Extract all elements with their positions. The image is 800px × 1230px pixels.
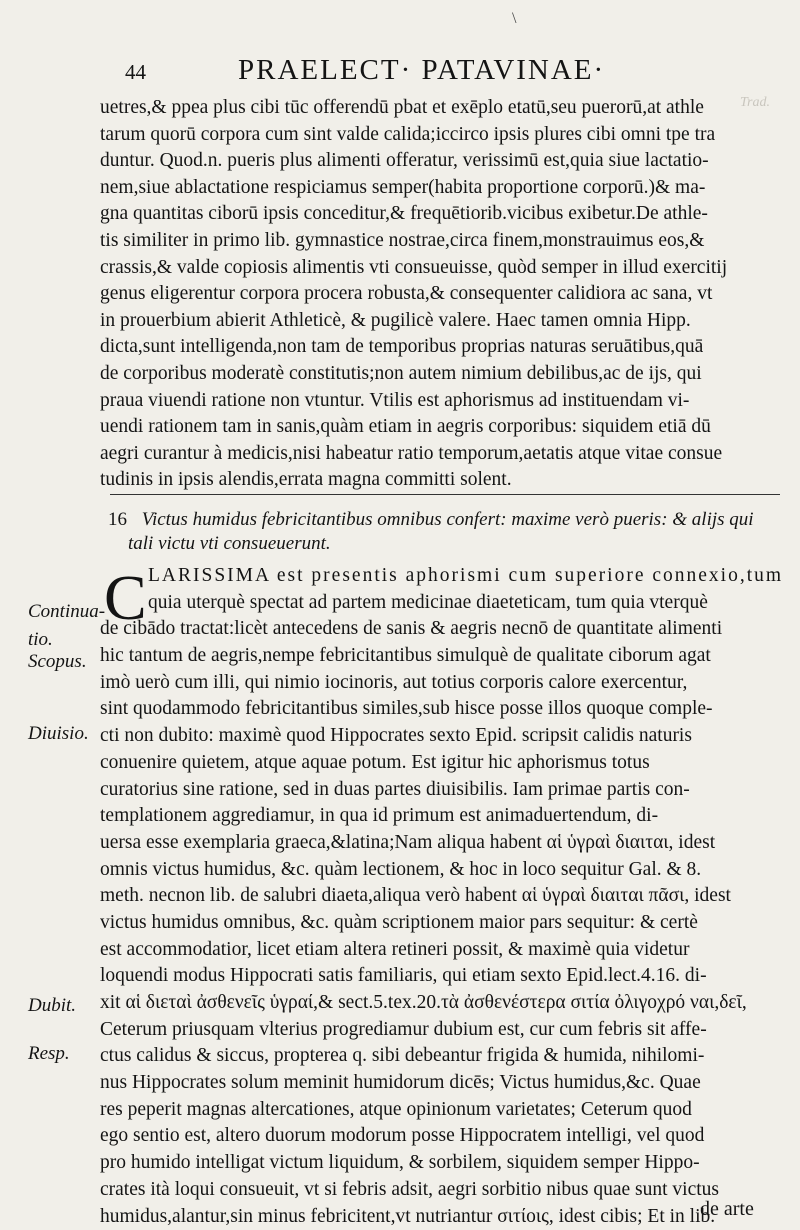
text-line: res peperit magnas altercationes, atque opinionum varietates; Ceterum quod [100, 1098, 692, 1120]
commentary-paragraph [100, 563, 790, 1230]
text-line: dicta,sunt intelligenda,non tam de temporibus proprias naturas seruātibus,quā [100, 336, 704, 358]
text-line: de corporibus moderatè constitutis;non autem nimium debilibus,ac de ijs, qui [100, 362, 702, 384]
text-line: tarum quorū corpora cum sint valde calida;iccirco ipsis plures cibi omni tpe tra [100, 123, 716, 145]
text-line: conuenire quietem, atque aquae potum. Est igitur hic aphorismus totus [100, 751, 650, 773]
text-line: crassis,& valde copiosis alimentis vti consueuisse, quòd semper in illud exercitij [100, 256, 728, 278]
text-line: ego sentio est, altero duorum modorum posse Hippocratem intelligi, vel quod [100, 1125, 705, 1147]
text-line: humidus,alantur,sin minus febricitent,vt nutriantur σιτίοις, idest cibis; Et in lib. [100, 1205, 716, 1227]
margin-note-scopus: Scopus. [28, 651, 87, 672]
aphorism-text-line-1: Victus humidus febricitantibus omnibus confert: maxime verò pueris: & alijs qui [141, 509, 754, 530]
text-line: templationem aggrediamur, in qua id primum est animaduertendum, di- [100, 805, 659, 827]
text-line: ctus calidus & siccus, propterea q. sibi debeantur frigida & humida, nihilomi- [100, 1045, 705, 1067]
top-paragraph [100, 95, 780, 494]
text-line: aegri curantur à medicis,nisi habeatur ratio temporum,aetatis atque vitae consue [100, 442, 723, 464]
text-line: omnis victus humidus, &c. quàm lectionem, & hoc in loco sequitur Gal. & 8. [100, 858, 702, 880]
margin-note-dubitatio: Dubit. [28, 995, 77, 1016]
text-line: cti non dubito: maximè quod Hippocrates sexto Epid. scripsit calidis naturis [100, 725, 692, 747]
text-line: in prouerbium abierit Athleticè, & pugilicè valere. Haec tamen omnia Hipp. [100, 309, 691, 331]
text-line: uendi rationem tam in sanis,quàm etiam in aegris corporibus: siquidem etiā dū [100, 416, 711, 438]
aphorism-block [108, 508, 788, 556]
text-line: uetres,& ppea plus cibi tūc offerendū pbat et exēplo etatū,seu puerorū,at athle [100, 97, 704, 118]
running-head: PRAELECT· PATAVINAE· [238, 54, 606, 86]
text-line: duntur. Quod.n. pueris plus alimenti offeratur, verissimū est,quia siue lactatio- [100, 150, 709, 172]
text-line: hic tantum de aegris,nempe febricitantibus simulquè de qualitate ciborum agat [100, 645, 711, 667]
text-line: meth. necnon lib. de salubri diaeta,aliqua verò habent αἱ ὑγραὶ διαιται πᾶσι, idest [100, 885, 731, 907]
text-line: tis similiter in primo lib. gymnastice nostrae,circa finem,monstrauimus eos,& [100, 229, 705, 251]
text-line: crates ità loqui consueuit, vt si febris adsit, aegri sorbitio nibus quae sunt victus [100, 1178, 720, 1200]
text-line: sint quodammodo febricitantibus similes,sub hisce posse illos quoque comple- [100, 698, 713, 720]
bleed-through: Trad. [740, 95, 770, 110]
text-line: loquendi modus Hippocrati satis familiaris, qui etiam sexto Epid.lect.4.16. di- [100, 965, 707, 987]
text-line: pro humido intelligat victum liquidum, & sorbilem, siquidem semper Hippo- [100, 1152, 700, 1174]
text-line: quia uterquè spectat ad partem medicinae diaeteticam, tum quia vterquè [148, 591, 708, 613]
commentary-first-line: LARISSIMA est presentis aphorismi cum superiore connexio,tum [148, 565, 784, 586]
text-line: xit αἱ διεταὶ ἀσθενεῖς ὑγραί,& sect.5.tex.20.τὰ ἀσθενέστερα σιτία ὀλιγοχρό ναι,δεῖ, [100, 992, 747, 1013]
text-line: curatorius sine ratione, sed in duas partes diuisibilis. Iam primae partis con- [100, 778, 690, 800]
page-mark: \ [512, 10, 517, 27]
text-line: uersa esse exemplaria graeca,&latina;Nam aliqua habent αἱ ὑγραὶ διαιται, idest [100, 831, 716, 853]
text-line: tudinis in ipsis alendis,errata magna committi solent. [100, 469, 512, 491]
margin-note-responsio: Resp. [28, 1043, 70, 1064]
text-line: nus Hippocrates solum meminit humidorum dicēs; Victus humidus,&c. Quae [100, 1072, 701, 1094]
text-line: praua viuendi ratione non vtuntur. Vtilis est aphorismus ad instituendam vi- [100, 389, 690, 411]
margin-note-diuisio: Diuisio. [28, 723, 89, 744]
text-line: nem,siue ablactatione respiciamus semper(habita proportione corporū.)& ma- [100, 176, 706, 198]
aphorism-number: 16 [108, 509, 127, 530]
text-line: genus eligerentur corpora procera robusta,& consequenter calidiora ac sana, vt [100, 283, 713, 305]
margin-note-continuatio: Continua-tio. [28, 601, 106, 650]
page-number: 44 [125, 60, 146, 84]
text-line: Ceterum priusquam vlterius progrediamur dubium est, cur cum febris sit affe- [100, 1018, 707, 1040]
text-line: gna quantitas ciborū ipsis conceditur,& frequētiorib.vicibus exibetur.De athle- [100, 203, 708, 225]
text-line: est accommodatior, licet etiam altera retineri possit, & maximè quia videtur [100, 938, 690, 960]
text-line: imò uerò cum illi, qui nimio iocinoris, aut totius corporis calore exercentur, [100, 671, 688, 693]
catchword: de arte [700, 1198, 754, 1220]
drop-cap: C [104, 562, 147, 633]
section-rule [110, 494, 780, 495]
aphorism-text-line-2: tali victu vti consueuerunt. [128, 533, 331, 554]
text-line: victus humidus omnibus, &c. quàm scriptionem maior pars sequitur: & certè [100, 911, 698, 933]
text-line: de cibādo tractat:licèt antecedens de sanis & aegris necnō de quantitate alimenti [100, 618, 723, 640]
